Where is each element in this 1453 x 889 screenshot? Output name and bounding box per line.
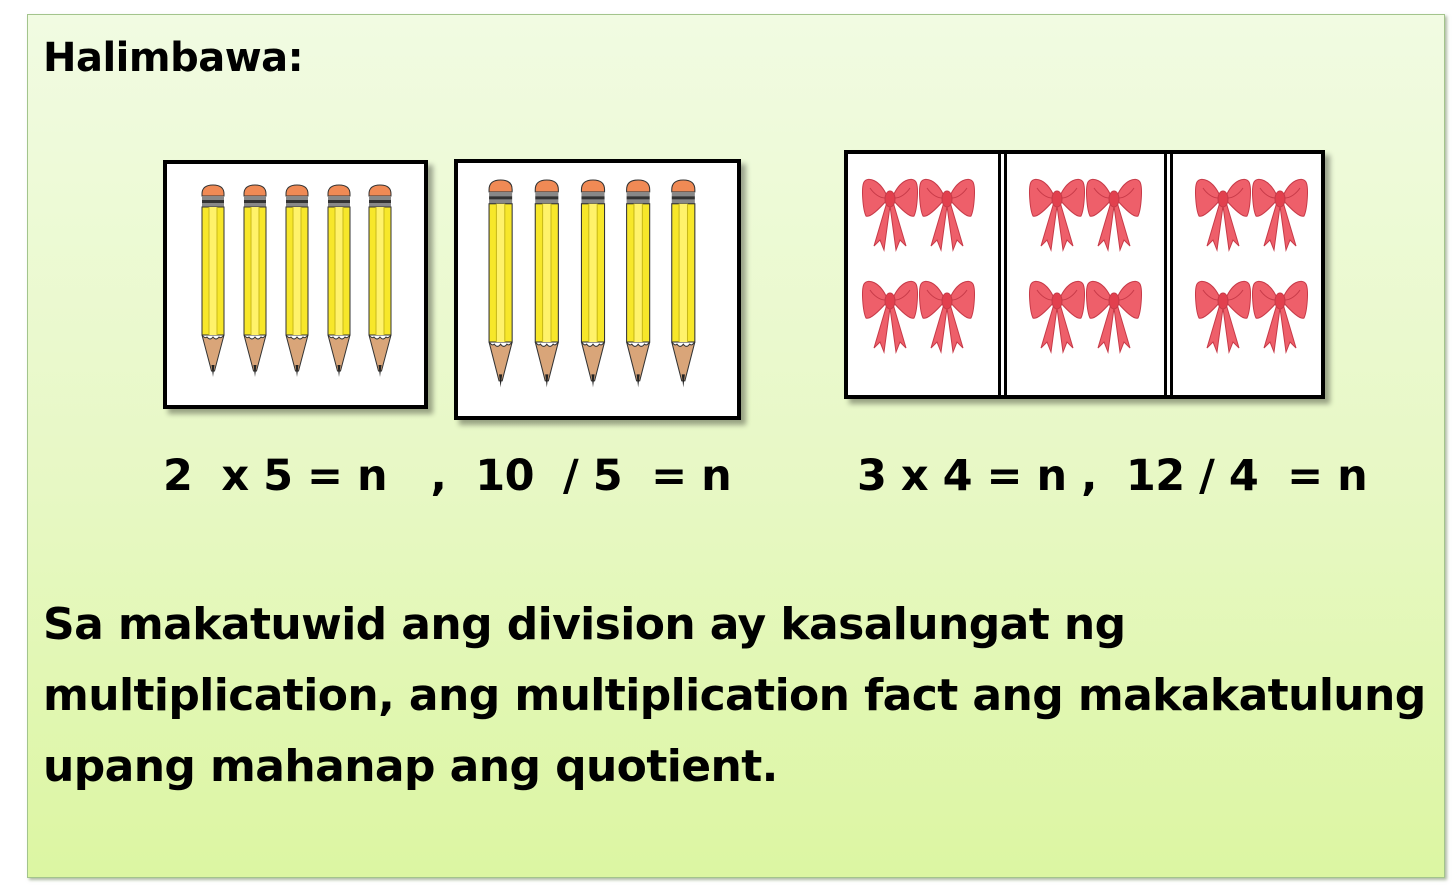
pencil-equation: 2 x 5 = n , 10 / 5 = n	[163, 451, 732, 501]
bow-groups-illustration	[848, 154, 1321, 395]
conclusion-paragraph	[43, 589, 1438, 802]
pencil-group-2-illustration	[458, 163, 737, 416]
slide	[27, 14, 1445, 878]
conclusion-line-3: upang mahanap ang quotient.	[43, 741, 778, 792]
pencil-group-2	[454, 159, 741, 420]
bow-equation: 3 x 4 = n , 12 / 4 = n	[857, 451, 1368, 501]
slide-heading: Halimbawa:	[43, 35, 304, 81]
bow-groups	[844, 150, 1325, 399]
pencil-group-1-illustration	[167, 164, 424, 405]
conclusion-line-1: Sa makatuwid ang division ay kasalungat ng	[43, 599, 1126, 650]
pencil-group-1	[163, 160, 428, 409]
conclusion-line-2: multiplication, ang multiplication fact ang makakatulung	[43, 670, 1426, 721]
